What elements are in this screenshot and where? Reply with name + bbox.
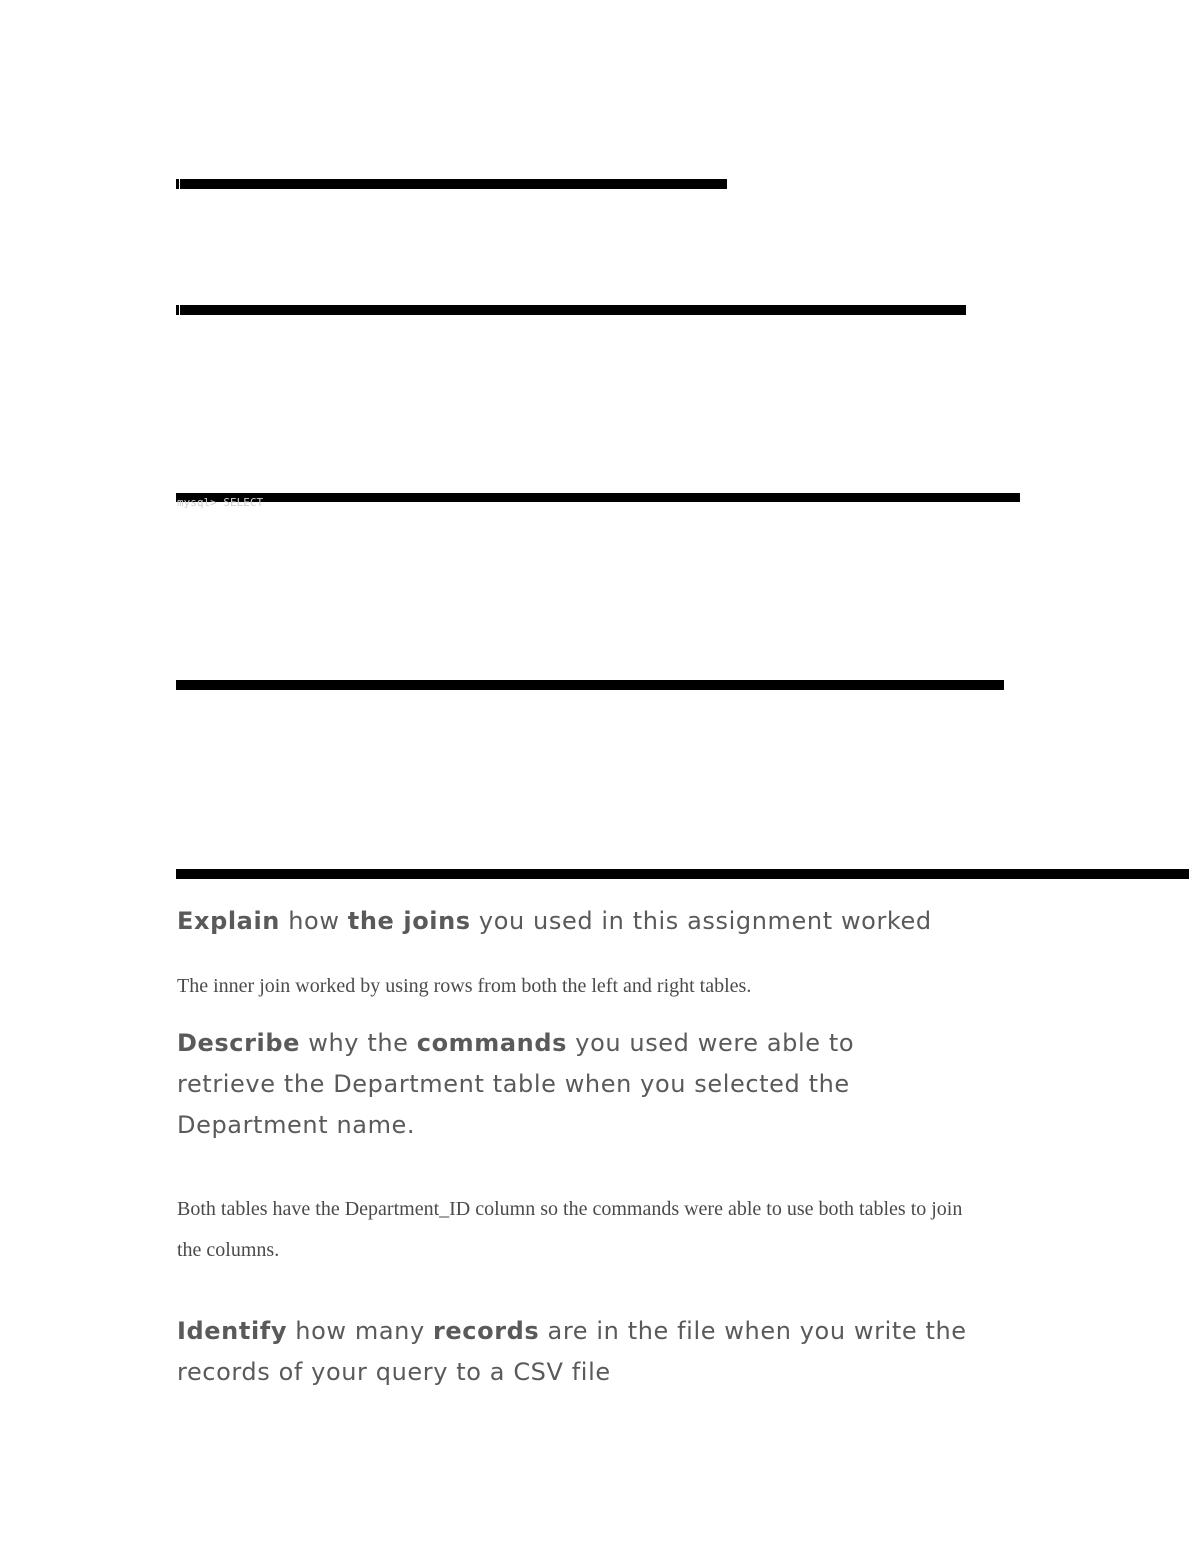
question-2-bold-2: commands xyxy=(416,1029,568,1057)
redaction-bar-5 xyxy=(176,869,1189,879)
question-1-text-1: how xyxy=(280,907,348,935)
redaction-bar-1-nub xyxy=(176,179,179,189)
redaction-bar-1 xyxy=(180,179,727,189)
redaction-bar-2-nub xyxy=(176,305,179,315)
question-3-text-2: are in the file when you write the records of your query to a CSV file xyxy=(177,1317,967,1386)
question-3-text-1: how many xyxy=(287,1317,433,1345)
question-3-bold-2: records xyxy=(432,1317,540,1345)
answer-describe-commands: Both tables have the Department_ID column so the commands were able to use both tables to join the columns. xyxy=(177,1198,963,1261)
redaction-bar-4 xyxy=(176,680,1004,690)
redaction-bar-3-fragment: mysql> SELECT xyxy=(177,496,264,509)
question-describe-commands xyxy=(177,1023,937,1146)
question-1-bold-1: Explain xyxy=(177,907,280,935)
question-2-text-2: you used were able to retrieve the Department table when you selected the Department name. xyxy=(177,1029,855,1139)
answer-explain-joins: The inner join worked by using rows from both the left and right tables. xyxy=(177,975,752,997)
question-1-text-2: you used in this assignment worked xyxy=(470,907,932,935)
question-2-bold-1: Describe xyxy=(177,1029,301,1057)
question-explain-joins xyxy=(177,901,1017,942)
question-identify-records xyxy=(177,1311,1007,1393)
redaction-bar-2 xyxy=(180,305,966,315)
question-3-bold-1: Identify xyxy=(177,1317,288,1345)
question-1-bold-2: the joins xyxy=(347,907,471,935)
question-2-text-1: why the xyxy=(300,1029,417,1057)
